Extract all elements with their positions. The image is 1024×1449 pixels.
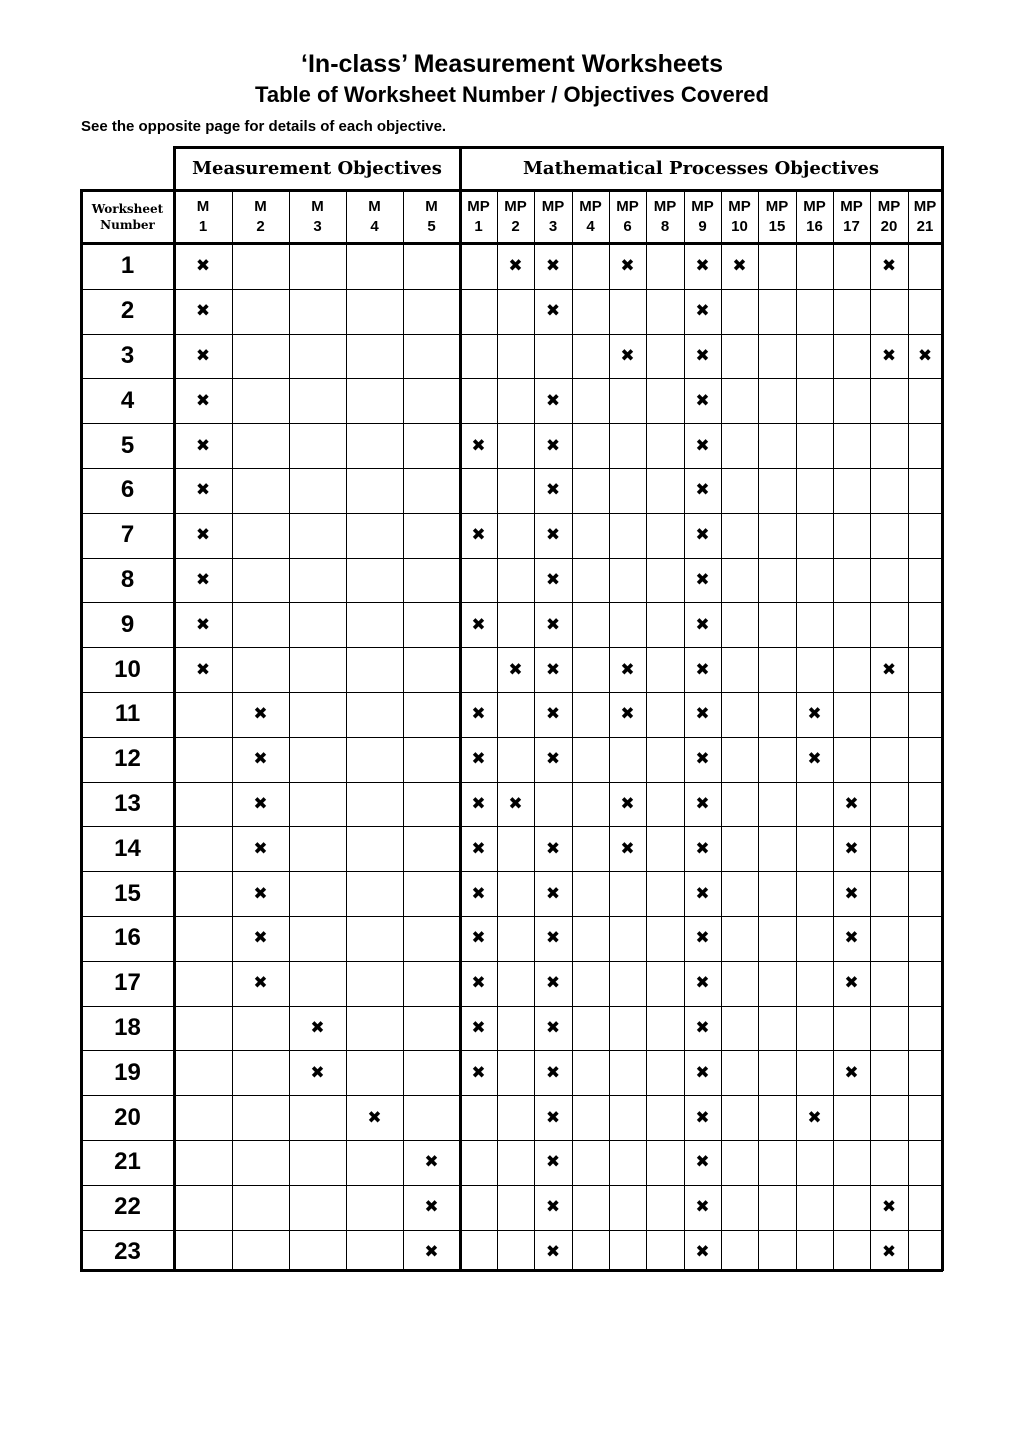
objective-mark-icon: ✖ [545,1152,561,1173]
objective-mark-icon: ✖ [695,793,710,814]
column-header [174,190,232,244]
objective-mark-icon: ✖ [695,659,710,680]
objective-mark-icon: ✖ [620,345,635,366]
objective-mark-icon: ✖ [917,345,933,366]
objective-mark-icon: ✖ [807,1107,822,1128]
objective-mark-icon: ✖ [545,569,561,590]
objective-mark-icon: ✖ [195,614,211,635]
objective-mark-icon: ✖ [471,973,486,994]
objective-mark-icon: ✖ [367,1107,382,1128]
column-header-number: 1 [198,218,208,235]
objective-mark-icon: ✖ [545,390,561,411]
objective-mark-icon: ✖ [508,256,523,277]
column-header [796,190,833,244]
column-header-number: 21 [916,218,934,235]
column-header-prefix: M [425,198,438,215]
worksheet-number: 10 [114,655,141,683]
column-divider [833,190,834,1270]
objective-mark-icon: ✖ [253,793,268,814]
objective-mark-icon: ✖ [471,435,486,456]
worksheet-number: 3 [120,341,135,369]
column-header-prefix: M [254,198,267,215]
objective-mark-icon: ✖ [424,1152,439,1173]
objective-mark-icon: ✖ [695,883,710,904]
worksheet-number: 5 [120,431,135,459]
worksheet-number: 11 [114,700,141,728]
column-header [758,190,796,244]
column-divider [758,190,759,1270]
column-header-number: 15 [768,218,786,235]
objective-mark-icon: ✖ [471,793,486,814]
objective-mark-icon: ✖ [195,480,211,501]
objective-mark-icon: ✖ [471,928,486,949]
worksheet-number: 8 [120,565,135,593]
column-header-number: 2 [511,218,520,235]
objective-mark-icon: ✖ [844,883,859,904]
objective-mark-icon: ✖ [471,838,486,859]
objective-mark-icon: ✖ [695,1197,710,1218]
objective-mark-icon: ✖ [620,704,635,725]
worksheet-number: 1 [120,252,135,280]
worksheet-number: 12 [114,745,141,773]
objective-mark-icon: ✖ [695,345,710,366]
column-header-prefix: M [368,198,381,215]
objective-mark-icon: ✖ [545,659,561,680]
worksheet-number: 22 [114,1193,141,1221]
column-header [497,190,534,244]
column-header-number: 1 [474,218,483,235]
column-header-prefix: MP [913,198,937,215]
column-header [721,190,758,244]
worksheet-number: 17 [114,969,141,997]
worksheet-number: 19 [114,1058,141,1086]
objective-mark-icon: ✖ [844,1062,859,1083]
objective-mark-icon: ✖ [545,435,561,456]
column-header-number: 17 [843,218,860,235]
objective-mark-icon: ✖ [310,1017,325,1038]
column-header [870,190,908,244]
objective-mark-icon: ✖ [695,525,710,546]
column-header-number: 2 [256,218,265,235]
worksheet-number: 18 [114,1013,141,1041]
column-header-prefix: MP [653,198,677,215]
column-header [403,190,460,244]
objective-mark-icon: ✖ [732,256,747,277]
column-header-number: 4 [586,218,595,235]
worksheet-number: 4 [120,386,135,414]
column-divider [721,190,722,1270]
objective-mark-icon: ✖ [310,1062,325,1083]
objective-mark-icon: ✖ [424,1241,439,1262]
objective-mark-icon: ✖ [545,883,561,904]
objective-mark-icon: ✖ [695,749,710,770]
row-divider [81,1006,942,1007]
column-header-number: 6 [623,218,632,235]
objective-mark-icon: ✖ [545,1197,561,1218]
objective-mark-icon: ✖ [620,256,635,277]
objective-mark-icon: ✖ [695,1062,710,1083]
objective-mark-icon: ✖ [695,704,710,725]
objective-mark-icon: ✖ [195,345,211,366]
column-header-prefix: M [196,198,210,215]
column-header-prefix: MP [840,198,863,215]
objective-mark-icon: ✖ [695,480,710,501]
column-header-prefix: MP [541,198,565,215]
worksheet-header-line: Worksheet [91,202,164,216]
row-divider [81,1230,942,1231]
measurement-objectives-header: Measurement Objectives [192,158,442,179]
objective-mark-icon: ✖ [253,928,268,949]
column-header [232,190,289,244]
column-header [572,190,609,244]
objective-mark-icon: ✖ [253,704,268,725]
processes-objectives-header: Mathematical Processes Objectives [523,158,879,179]
objective-mark-icon: ✖ [508,659,523,680]
objective-mark-icon: ✖ [471,1062,486,1083]
column-header [684,190,721,244]
objective-mark-icon: ✖ [695,569,710,590]
row-divider [81,826,942,827]
column-header-number: 10 [731,218,748,235]
objective-mark-icon: ✖ [471,749,486,770]
worksheet-number: 9 [120,610,135,638]
table-right-border [941,146,944,1271]
column-header [460,190,497,244]
column-header-prefix: MP [803,198,826,215]
objective-mark-icon: ✖ [620,659,635,680]
objective-mark-icon: ✖ [545,704,561,725]
objective-mark-icon: ✖ [695,973,710,994]
objective-mark-icon: ✖ [695,614,710,635]
objective-mark-icon: ✖ [195,301,211,322]
objective-mark-icon: ✖ [424,1197,439,1218]
objective-mark-icon: ✖ [545,749,561,770]
objective-mark-icon: ✖ [195,569,211,590]
column-header-number: 8 [660,218,670,235]
objective-mark-icon: ✖ [844,973,859,994]
objective-mark-icon: ✖ [253,883,268,904]
objective-mark-icon: ✖ [545,525,561,546]
objective-mark-icon: ✖ [844,793,859,814]
objective-mark-icon: ✖ [545,838,561,859]
objective-mark-icon: ✖ [881,1197,897,1218]
worksheet-header-line: Number [100,218,155,232]
worksheet-number: 20 [114,1103,141,1131]
column-header-number: 16 [806,218,823,235]
objective-mark-icon: ✖ [620,793,635,814]
objective-mark-icon: ✖ [253,838,268,859]
objective-mark-icon: ✖ [545,480,561,501]
objective-mark-icon: ✖ [844,928,859,949]
objective-mark-icon: ✖ [195,390,211,411]
objective-mark-icon: ✖ [695,390,710,411]
objective-mark-icon: ✖ [471,614,486,635]
column-header [646,190,684,244]
column-header-prefix: MP [877,198,901,215]
column-header [609,190,646,244]
worksheet-number: 6 [120,476,135,504]
worksheet-number: 7 [120,521,135,549]
worksheet-number: 15 [114,879,141,907]
column-header-prefix: MP [579,198,602,215]
objective-mark-icon: ✖ [508,793,523,814]
worksheet-number: 13 [114,789,141,817]
column-header-prefix: M [311,198,324,215]
page-subtitle: Table of Worksheet Number / Objectives Covered [255,82,769,107]
objective-mark-icon: ✖ [545,1062,561,1083]
objective-mark-icon: ✖ [881,345,897,366]
objective-mark-icon: ✖ [253,749,268,770]
objective-mark-icon: ✖ [695,928,710,949]
column-header-number: 9 [698,218,707,235]
worksheet-number: 21 [114,1148,141,1176]
row-divider [81,1185,942,1186]
column-divider [403,190,404,1270]
objective-mark-icon: ✖ [695,256,710,277]
column-header-prefix: MP [765,198,789,215]
page-title: ‘In-class’ Measurement Worksheets [301,50,723,78]
objective-mark-icon: ✖ [695,1152,710,1173]
row-divider [81,961,942,962]
objective-mark-icon: ✖ [695,1241,710,1262]
objective-mark-icon: ✖ [195,256,211,277]
column-header-number: 4 [370,218,379,235]
worksheet-number: 16 [114,924,141,952]
objective-mark-icon: ✖ [881,1241,897,1262]
objective-mark-icon: ✖ [545,973,561,994]
objective-mark-icon: ✖ [545,614,561,635]
objective-mark-icon: ✖ [620,838,635,859]
column-header-number: 5 [427,218,436,235]
column-header [534,190,572,244]
worksheet-number: 14 [114,834,141,862]
table-bottom-border [80,1269,943,1272]
row-divider [81,916,942,917]
objective-mark-icon: ✖ [545,1241,561,1262]
objective-mark-icon: ✖ [695,838,710,859]
objective-mark-icon: ✖ [195,659,211,680]
column-divider [572,190,573,1270]
column-header-prefix: MP [467,198,490,215]
objective-mark-icon: ✖ [695,1107,710,1128]
objective-mark-icon: ✖ [471,1017,486,1038]
row-divider [81,871,942,872]
column-header-number: 3 [313,218,322,235]
page-note: See the opposite page for details of each objective. [81,118,447,135]
column-header [908,190,942,244]
objective-mark-icon: ✖ [844,838,859,859]
column-divider [497,190,498,1270]
objective-mark-icon: ✖ [545,928,561,949]
objective-mark-icon: ✖ [881,659,897,680]
objective-mark-icon: ✖ [545,301,561,322]
worksheet-number-header [81,190,174,244]
objective-mark-icon: ✖ [471,525,486,546]
objective-mark-icon: ✖ [253,973,268,994]
row-divider [81,1140,942,1141]
objective-mark-icon: ✖ [195,525,211,546]
column-header [346,190,403,244]
column-header-prefix: MP [728,198,751,215]
column-header-prefix: MP [616,198,639,215]
objective-mark-icon: ✖ [881,256,897,277]
column-header-prefix: MP [691,198,714,215]
row-divider [81,1050,942,1051]
column-header [289,190,346,244]
column-divider [646,190,647,1270]
objective-mark-icon: ✖ [807,749,822,770]
column-header-number: 3 [548,218,558,235]
objective-mark-icon: ✖ [695,301,710,322]
column-header-number: 20 [880,218,898,235]
worksheet-number: 23 [114,1237,141,1265]
objective-mark-icon: ✖ [695,1017,710,1038]
objective-mark-icon: ✖ [471,883,486,904]
column-header [833,190,870,244]
objective-mark-icon: ✖ [545,256,561,277]
objective-mark-icon: ✖ [195,435,211,456]
column-header-prefix: MP [504,198,527,215]
column-divider [289,190,290,1270]
worksheet-number: 2 [120,297,135,325]
objective-mark-icon: ✖ [695,435,710,456]
objective-mark-icon: ✖ [545,1107,561,1128]
objective-mark-icon: ✖ [545,1017,561,1038]
objective-mark-icon: ✖ [471,704,486,725]
objective-mark-icon: ✖ [807,704,822,725]
